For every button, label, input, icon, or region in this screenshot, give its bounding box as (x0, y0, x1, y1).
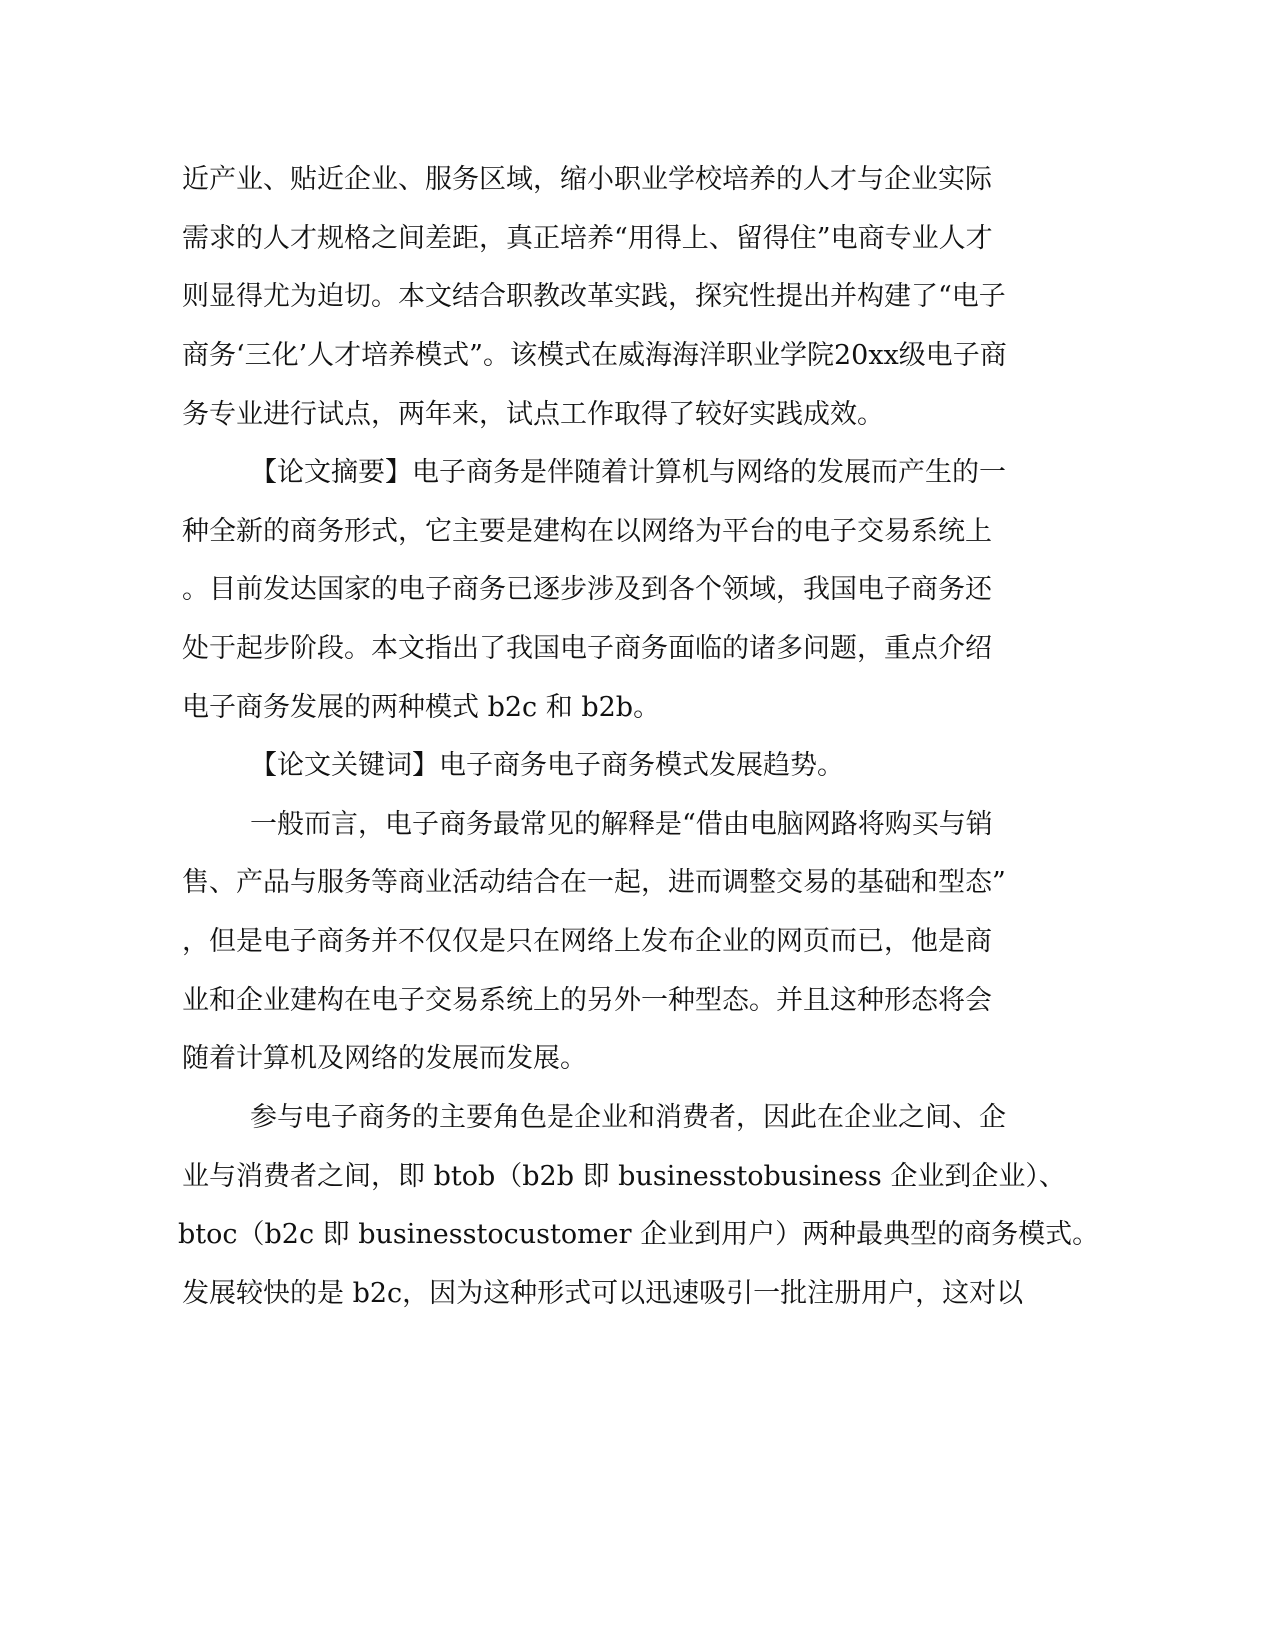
text-line: 电子商务发展的两种模式 b2c 和 b2b。 (182, 692, 661, 723)
text-line: 售、产品与服务等商业活动结合在一起，进而调整交易的基础和型态” (182, 867, 1006, 898)
text-line: 。目前发达国家的电子商务已逐步涉及到各个领域，我国电子商务还 (182, 574, 992, 605)
text-line: ，但是电子商务并不仅仅是只在网络上发布企业的网页而已，他是商 (182, 926, 992, 957)
text-line: 近产业、贴近企业、服务区域，缩小职业学校培养的人才与企业实际 (182, 164, 992, 195)
paragraph-start: 一般而言，电子商务最常见的解释是“借由电脑网路将购买与销 (250, 809, 993, 840)
paragraph-start: 参与电子商务的主要角色是企业和消费者，因此在企业之间、企 (250, 1102, 1006, 1133)
text-line: 业和企业建构在电子交易系统上的另外一种型态。并且这种形态将会 (182, 985, 992, 1016)
text-line: 商务‘三化’人才培养模式”。该模式在威海海洋职业学院20xx级电子商 (182, 340, 1007, 371)
text-line: 务专业进行试点，两年来，试点工作取得了较好实践成效。 (182, 399, 884, 430)
text-line: 随着计算机及网络的发展而发展。 (182, 1043, 587, 1074)
text-line: 发展较快的是 b2c，因为这种形式可以迅速吸引一批注册用户，这对以 (182, 1278, 1024, 1309)
text-line: 种全新的商务形式，它主要是建构在以网络为平台的电子交易系统上 (182, 516, 992, 547)
text-line: 业与消费者之间，即 btob（b2b 即 businesstobusiness 企业到企业）、 (182, 1161, 1066, 1192)
abstract-paragraph-start: 【论文摘要】电子商务是伴随着计算机与网络的发展而产生的一 (250, 457, 1006, 488)
text-line: 需求的人才规格之间差距，真正培养“用得上、留得住”电商专业人才 (182, 223, 993, 254)
text-line: btoc（b2c 即 businesstocustomer 企业到用户）两种最典型的商务模式。 (178, 1219, 1100, 1250)
text-line: 则显得尤为迫切。本文结合职教改革实践，探究性提出并构建了“电子 (182, 281, 1006, 312)
keywords-line: 【论文关键词】电子商务电子商务模式发展趋势。 (250, 750, 844, 781)
text-line: 处于起步阶段。本文指出了我国电子商务面临的诸多问题，重点介绍 (182, 633, 992, 664)
